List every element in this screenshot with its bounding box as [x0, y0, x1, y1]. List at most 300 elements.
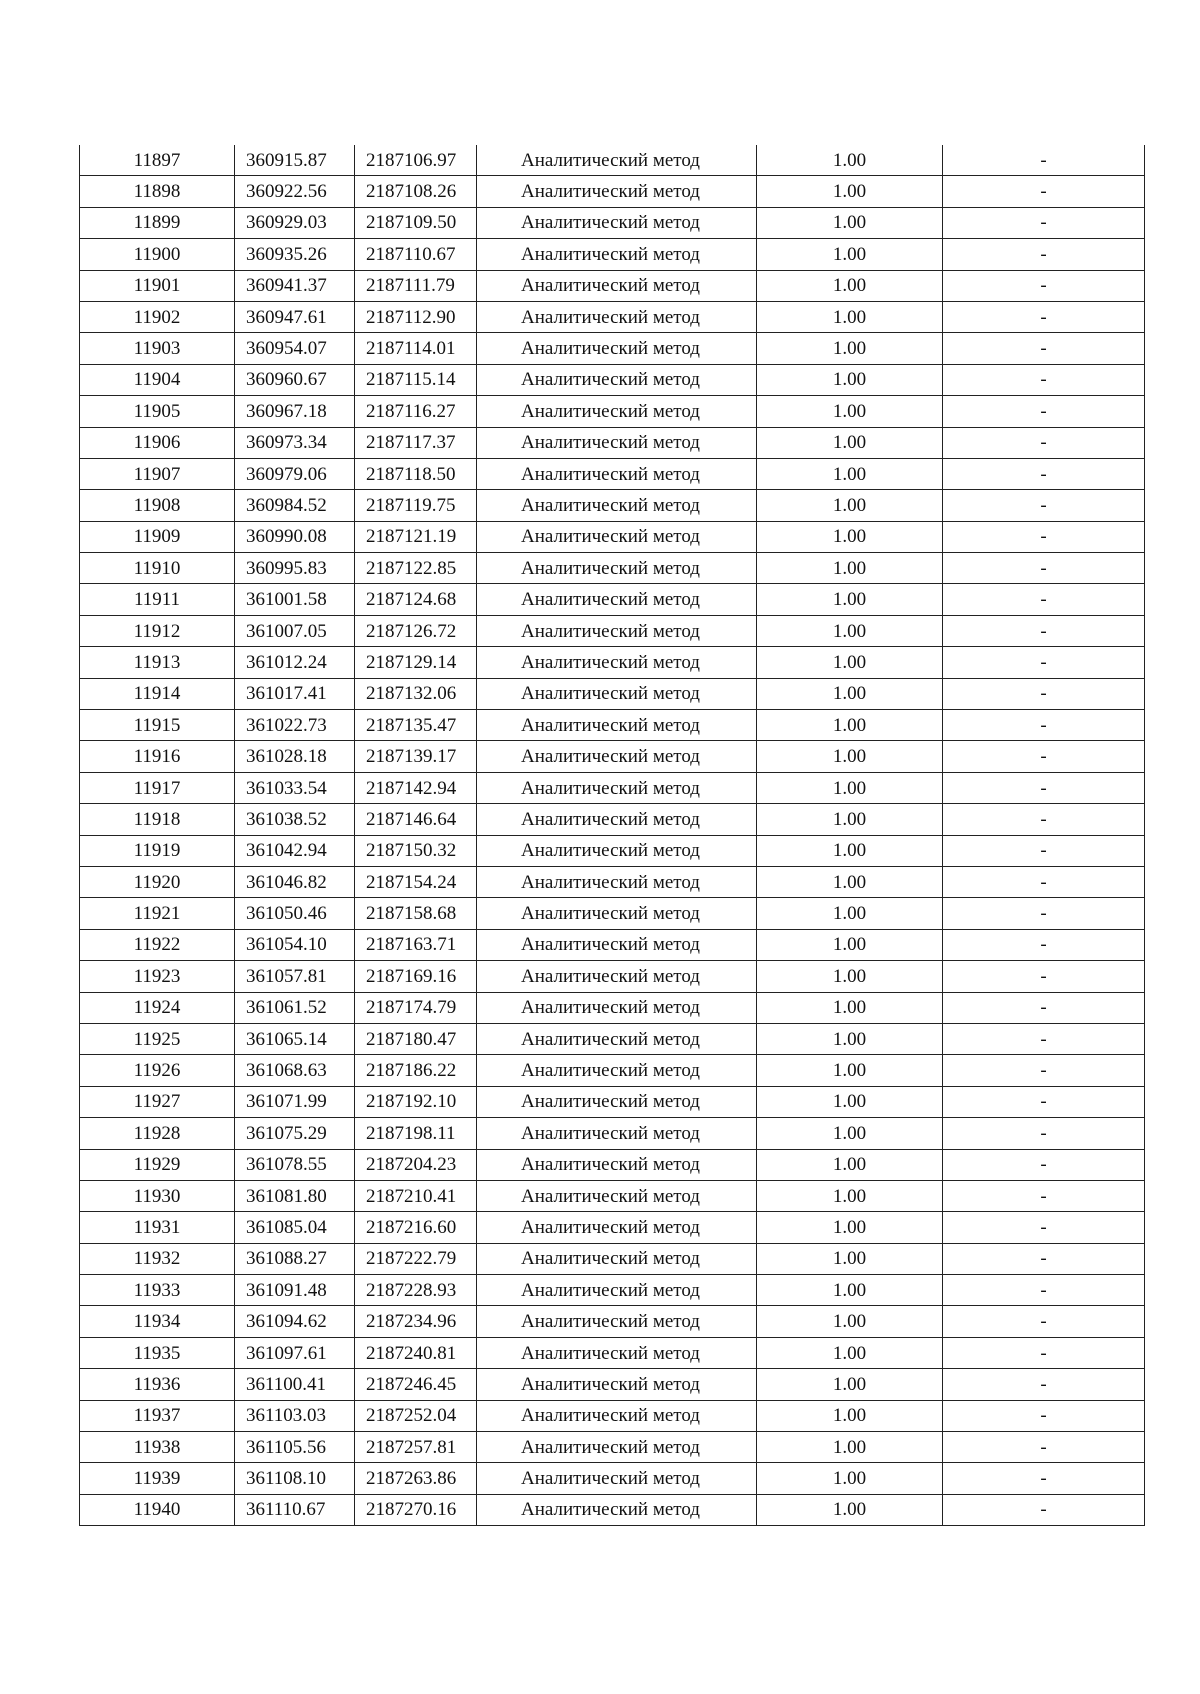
description-cell: -	[943, 270, 1145, 301]
method-cell: Аналитический метод	[477, 1369, 757, 1400]
accuracy-cell: 1.00	[757, 490, 943, 521]
description-cell: -	[943, 992, 1145, 1023]
table-row	[80, 176, 1145, 207]
point-number-cell: 11920	[80, 866, 235, 897]
point-number-cell: 11940	[80, 1494, 235, 1525]
table-row	[80, 270, 1145, 301]
method-cell: Аналитический метод	[477, 364, 757, 395]
accuracy-cell: 1.00	[757, 835, 943, 866]
x-coordinate-cell: 361078.55	[235, 1149, 355, 1180]
method-cell: Аналитический метод	[477, 647, 757, 678]
table-row	[80, 396, 1145, 427]
x-coordinate-cell: 361022.73	[235, 710, 355, 741]
description-cell: -	[943, 741, 1145, 772]
method-cell: Аналитический метод	[477, 866, 757, 897]
table-row	[80, 615, 1145, 646]
table-row	[80, 898, 1145, 929]
description-cell: -	[943, 772, 1145, 803]
accuracy-cell: 1.00	[757, 1337, 943, 1368]
accuracy-cell: 1.00	[757, 1118, 943, 1149]
y-coordinate-cell: 2187234.96	[355, 1306, 477, 1337]
table-row	[80, 521, 1145, 552]
description-cell: -	[943, 710, 1145, 741]
y-coordinate-cell: 2187240.81	[355, 1337, 477, 1368]
y-coordinate-cell: 2187119.75	[355, 490, 477, 521]
accuracy-cell: 1.00	[757, 772, 943, 803]
point-number-cell: 11906	[80, 427, 235, 458]
y-coordinate-cell: 2187117.37	[355, 427, 477, 458]
y-coordinate-cell: 2187121.19	[355, 521, 477, 552]
point-number-cell: 11913	[80, 647, 235, 678]
description-cell: -	[943, 1212, 1145, 1243]
x-coordinate-cell: 361105.56	[235, 1432, 355, 1463]
description-cell: -	[943, 615, 1145, 646]
table-row	[80, 301, 1145, 332]
description-cell: -	[943, 1337, 1145, 1368]
table-row	[80, 1463, 1145, 1494]
method-cell: Аналитический метод	[477, 1149, 757, 1180]
point-number-cell: 11912	[80, 615, 235, 646]
y-coordinate-cell: 2187169.16	[355, 961, 477, 992]
description-cell: -	[943, 490, 1145, 521]
method-cell: Аналитический метод	[477, 458, 757, 489]
description-cell: -	[943, 1180, 1145, 1211]
x-coordinate-cell: 361050.46	[235, 898, 355, 929]
table-row	[80, 772, 1145, 803]
accuracy-cell: 1.00	[757, 239, 943, 270]
x-coordinate-cell: 361103.03	[235, 1400, 355, 1431]
accuracy-cell: 1.00	[757, 1180, 943, 1211]
accuracy-cell: 1.00	[757, 615, 943, 646]
description-cell: -	[943, 1055, 1145, 1086]
point-number-cell: 11929	[80, 1149, 235, 1180]
y-coordinate-cell: 2187186.22	[355, 1055, 477, 1086]
coordinates-table	[79, 145, 1145, 1526]
description-cell: -	[943, 1463, 1145, 1494]
description-cell: -	[943, 1149, 1145, 1180]
accuracy-cell: 1.00	[757, 1023, 943, 1054]
table-row	[80, 835, 1145, 866]
method-cell: Аналитический метод	[477, 490, 757, 521]
y-coordinate-cell: 2187118.50	[355, 458, 477, 489]
accuracy-cell: 1.00	[757, 1275, 943, 1306]
point-number-cell: 11901	[80, 270, 235, 301]
point-number-cell: 11915	[80, 710, 235, 741]
table-row	[80, 1400, 1145, 1431]
table-row	[80, 1212, 1145, 1243]
y-coordinate-cell: 2187216.60	[355, 1212, 477, 1243]
point-number-cell: 11936	[80, 1369, 235, 1400]
table-row	[80, 1369, 1145, 1400]
accuracy-cell: 1.00	[757, 270, 943, 301]
table-row	[80, 1306, 1145, 1337]
description-cell: -	[943, 1400, 1145, 1431]
y-coordinate-cell: 2187192.10	[355, 1086, 477, 1117]
method-cell: Аналитический метод	[477, 396, 757, 427]
table-row	[80, 1432, 1145, 1463]
accuracy-cell: 1.00	[757, 1432, 943, 1463]
x-coordinate-cell: 361088.27	[235, 1243, 355, 1274]
point-number-cell: 11922	[80, 929, 235, 960]
y-coordinate-cell: 2187135.47	[355, 710, 477, 741]
table-row	[80, 427, 1145, 458]
method-cell: Аналитический метод	[477, 207, 757, 238]
table-row	[80, 239, 1145, 270]
y-coordinate-cell: 2187252.04	[355, 1400, 477, 1431]
table-row	[80, 1023, 1145, 1054]
description-cell: -	[943, 1023, 1145, 1054]
y-coordinate-cell: 2187163.71	[355, 929, 477, 960]
x-coordinate-cell: 360935.26	[235, 239, 355, 270]
table-row	[80, 1118, 1145, 1149]
y-coordinate-cell: 2187180.47	[355, 1023, 477, 1054]
x-coordinate-cell: 360973.34	[235, 427, 355, 458]
accuracy-cell: 1.00	[757, 929, 943, 960]
accuracy-cell: 1.00	[757, 804, 943, 835]
description-cell: -	[943, 835, 1145, 866]
accuracy-cell: 1.00	[757, 1212, 943, 1243]
y-coordinate-cell: 2187116.27	[355, 396, 477, 427]
accuracy-cell: 1.00	[757, 1055, 943, 1086]
method-cell: Аналитический метод	[477, 710, 757, 741]
point-number-cell: 11926	[80, 1055, 235, 1086]
method-cell: Аналитический метод	[477, 1275, 757, 1306]
point-number-cell: 11902	[80, 301, 235, 332]
y-coordinate-cell: 2187111.79	[355, 270, 477, 301]
description-cell: -	[943, 333, 1145, 364]
table-row	[80, 584, 1145, 615]
description-cell: -	[943, 1432, 1145, 1463]
point-number-cell: 11935	[80, 1337, 235, 1368]
table-row	[80, 741, 1145, 772]
point-number-cell: 11904	[80, 364, 235, 395]
y-coordinate-cell: 2187124.68	[355, 584, 477, 615]
y-coordinate-cell: 2187126.72	[355, 615, 477, 646]
point-number-cell: 11900	[80, 239, 235, 270]
accuracy-cell: 1.00	[757, 396, 943, 427]
point-number-cell: 11932	[80, 1243, 235, 1274]
x-coordinate-cell: 360995.83	[235, 553, 355, 584]
y-coordinate-cell: 2187204.23	[355, 1149, 477, 1180]
y-coordinate-cell: 2187106.97	[355, 145, 477, 176]
x-coordinate-cell: 361075.29	[235, 1118, 355, 1149]
y-coordinate-cell: 2187222.79	[355, 1243, 477, 1274]
point-number-cell: 11928	[80, 1118, 235, 1149]
x-coordinate-cell: 361097.61	[235, 1337, 355, 1368]
description-cell: -	[943, 866, 1145, 897]
y-coordinate-cell: 2187158.68	[355, 898, 477, 929]
description-cell: -	[943, 239, 1145, 270]
method-cell: Аналитический метод	[477, 584, 757, 615]
table-row	[80, 992, 1145, 1023]
table-row	[80, 1494, 1145, 1525]
point-number-cell: 11898	[80, 176, 235, 207]
x-coordinate-cell: 361038.52	[235, 804, 355, 835]
table-row	[80, 207, 1145, 238]
y-coordinate-cell: 2187112.90	[355, 301, 477, 332]
x-coordinate-cell: 360990.08	[235, 521, 355, 552]
method-cell: Аналитический метод	[477, 835, 757, 866]
description-cell: -	[943, 301, 1145, 332]
point-number-cell: 11907	[80, 458, 235, 489]
method-cell: Аналитический метод	[477, 176, 757, 207]
accuracy-cell: 1.00	[757, 1400, 943, 1431]
method-cell: Аналитический метод	[477, 1432, 757, 1463]
x-coordinate-cell: 361108.10	[235, 1463, 355, 1494]
point-number-cell: 11930	[80, 1180, 235, 1211]
x-coordinate-cell: 361042.94	[235, 835, 355, 866]
x-coordinate-cell: 361061.52	[235, 992, 355, 1023]
y-coordinate-cell: 2187198.11	[355, 1118, 477, 1149]
method-cell: Аналитический метод	[477, 772, 757, 803]
x-coordinate-cell: 360941.37	[235, 270, 355, 301]
y-coordinate-cell: 2187139.17	[355, 741, 477, 772]
table-row	[80, 1180, 1145, 1211]
description-cell: -	[943, 647, 1145, 678]
point-number-cell: 11911	[80, 584, 235, 615]
method-cell: Аналитический метод	[477, 678, 757, 709]
y-coordinate-cell: 2187210.41	[355, 1180, 477, 1211]
point-number-cell: 11903	[80, 333, 235, 364]
point-number-cell: 11933	[80, 1275, 235, 1306]
x-coordinate-cell: 360922.56	[235, 176, 355, 207]
point-number-cell: 11918	[80, 804, 235, 835]
point-number-cell: 11914	[80, 678, 235, 709]
description-cell: -	[943, 396, 1145, 427]
method-cell: Аналитический метод	[477, 521, 757, 552]
accuracy-cell: 1.00	[757, 741, 943, 772]
x-coordinate-cell: 361065.14	[235, 1023, 355, 1054]
table-row	[80, 333, 1145, 364]
point-number-cell: 11910	[80, 553, 235, 584]
accuracy-cell: 1.00	[757, 584, 943, 615]
x-coordinate-cell: 360960.67	[235, 364, 355, 395]
method-cell: Аналитический метод	[477, 239, 757, 270]
description-cell: -	[943, 804, 1145, 835]
y-coordinate-cell: 2187122.85	[355, 553, 477, 584]
x-coordinate-cell: 361085.04	[235, 1212, 355, 1243]
x-coordinate-cell: 360929.03	[235, 207, 355, 238]
point-number-cell: 11925	[80, 1023, 235, 1054]
y-coordinate-cell: 2187132.06	[355, 678, 477, 709]
table-row	[80, 961, 1145, 992]
method-cell: Аналитический метод	[477, 992, 757, 1023]
method-cell: Аналитический метод	[477, 1243, 757, 1274]
accuracy-cell: 1.00	[757, 678, 943, 709]
method-cell: Аналитический метод	[477, 1023, 757, 1054]
accuracy-cell: 1.00	[757, 145, 943, 176]
point-number-cell: 11916	[80, 741, 235, 772]
table-row	[80, 647, 1145, 678]
method-cell: Аналитический метод	[477, 961, 757, 992]
accuracy-cell: 1.00	[757, 458, 943, 489]
x-coordinate-cell: 361046.82	[235, 866, 355, 897]
accuracy-cell: 1.00	[757, 1369, 943, 1400]
description-cell: -	[943, 427, 1145, 458]
table-row	[80, 804, 1145, 835]
point-number-cell: 11939	[80, 1463, 235, 1494]
point-number-cell: 11938	[80, 1432, 235, 1463]
x-coordinate-cell: 361094.62	[235, 1306, 355, 1337]
x-coordinate-cell: 361071.99	[235, 1086, 355, 1117]
table-row	[80, 1086, 1145, 1117]
table-row	[80, 710, 1145, 741]
table-row	[80, 1243, 1145, 1274]
method-cell: Аналитический метод	[477, 553, 757, 584]
method-cell: Аналитический метод	[477, 929, 757, 960]
description-cell: -	[943, 1243, 1145, 1274]
accuracy-cell: 1.00	[757, 898, 943, 929]
description-cell: -	[943, 1369, 1145, 1400]
x-coordinate-cell: 361054.10	[235, 929, 355, 960]
x-coordinate-cell: 361110.67	[235, 1494, 355, 1525]
description-cell: -	[943, 678, 1145, 709]
point-number-cell: 11927	[80, 1086, 235, 1117]
description-cell: -	[943, 207, 1145, 238]
y-coordinate-cell: 2187142.94	[355, 772, 477, 803]
table-row	[80, 1055, 1145, 1086]
accuracy-cell: 1.00	[757, 553, 943, 584]
method-cell: Аналитический метод	[477, 1055, 757, 1086]
accuracy-cell: 1.00	[757, 301, 943, 332]
description-cell: -	[943, 1306, 1145, 1337]
x-coordinate-cell: 360915.87	[235, 145, 355, 176]
accuracy-cell: 1.00	[757, 961, 943, 992]
x-coordinate-cell: 361033.54	[235, 772, 355, 803]
method-cell: Аналитический метод	[477, 1337, 757, 1368]
x-coordinate-cell: 360967.18	[235, 396, 355, 427]
y-coordinate-cell: 2187109.50	[355, 207, 477, 238]
accuracy-cell: 1.00	[757, 1086, 943, 1117]
method-cell: Аналитический метод	[477, 1086, 757, 1117]
table-row	[80, 145, 1145, 176]
x-coordinate-cell: 361057.81	[235, 961, 355, 992]
y-coordinate-cell: 2187154.24	[355, 866, 477, 897]
y-coordinate-cell: 2187146.64	[355, 804, 477, 835]
accuracy-cell: 1.00	[757, 176, 943, 207]
accuracy-cell: 1.00	[757, 1494, 943, 1525]
y-coordinate-cell: 2187257.81	[355, 1432, 477, 1463]
point-number-cell: 11899	[80, 207, 235, 238]
method-cell: Аналитический метод	[477, 427, 757, 458]
point-number-cell: 11917	[80, 772, 235, 803]
description-cell: -	[943, 1118, 1145, 1149]
method-cell: Аналитический метод	[477, 804, 757, 835]
x-coordinate-cell: 360954.07	[235, 333, 355, 364]
x-coordinate-cell: 361017.41	[235, 678, 355, 709]
method-cell: Аналитический метод	[477, 145, 757, 176]
method-cell: Аналитический метод	[477, 741, 757, 772]
description-cell: -	[943, 1086, 1145, 1117]
method-cell: Аналитический метод	[477, 1463, 757, 1494]
table-row	[80, 866, 1145, 897]
point-number-cell: 11937	[80, 1400, 235, 1431]
y-coordinate-cell: 2187115.14	[355, 364, 477, 395]
point-number-cell: 11924	[80, 992, 235, 1023]
accuracy-cell: 1.00	[757, 1149, 943, 1180]
accuracy-cell: 1.00	[757, 1243, 943, 1274]
method-cell: Аналитический метод	[477, 1118, 757, 1149]
point-number-cell: 11923	[80, 961, 235, 992]
y-coordinate-cell: 2187263.86	[355, 1463, 477, 1494]
y-coordinate-cell: 2187150.32	[355, 835, 477, 866]
method-cell: Аналитический метод	[477, 333, 757, 364]
accuracy-cell: 1.00	[757, 992, 943, 1023]
description-cell: -	[943, 553, 1145, 584]
table-row	[80, 553, 1145, 584]
accuracy-cell: 1.00	[757, 364, 943, 395]
x-coordinate-cell: 361068.63	[235, 1055, 355, 1086]
method-cell: Аналитический метод	[477, 898, 757, 929]
description-cell: -	[943, 458, 1145, 489]
x-coordinate-cell: 361081.80	[235, 1180, 355, 1211]
x-coordinate-cell: 361012.24	[235, 647, 355, 678]
method-cell: Аналитический метод	[477, 615, 757, 646]
point-number-cell: 11908	[80, 490, 235, 521]
description-cell: -	[943, 1494, 1145, 1525]
x-coordinate-cell: 360984.52	[235, 490, 355, 521]
y-coordinate-cell: 2187108.26	[355, 176, 477, 207]
method-cell: Аналитический метод	[477, 1400, 757, 1431]
x-coordinate-cell: 361091.48	[235, 1275, 355, 1306]
accuracy-cell: 1.00	[757, 427, 943, 458]
accuracy-cell: 1.00	[757, 710, 943, 741]
description-cell: -	[943, 898, 1145, 929]
method-cell: Аналитический метод	[477, 270, 757, 301]
y-coordinate-cell: 2187270.16	[355, 1494, 477, 1525]
point-number-cell: 11905	[80, 396, 235, 427]
y-coordinate-cell: 2187228.93	[355, 1275, 477, 1306]
description-cell: -	[943, 521, 1145, 552]
x-coordinate-cell: 360979.06	[235, 458, 355, 489]
method-cell: Аналитический метод	[477, 1212, 757, 1243]
description-cell: -	[943, 584, 1145, 615]
description-cell: -	[943, 145, 1145, 176]
x-coordinate-cell: 361028.18	[235, 741, 355, 772]
y-coordinate-cell: 2187114.01	[355, 333, 477, 364]
description-cell: -	[943, 364, 1145, 395]
description-cell: -	[943, 176, 1145, 207]
coordinates-table-body	[80, 145, 1145, 1526]
point-number-cell: 11921	[80, 898, 235, 929]
point-number-cell: 11919	[80, 835, 235, 866]
table-row	[80, 929, 1145, 960]
description-cell: -	[943, 1275, 1145, 1306]
accuracy-cell: 1.00	[757, 1463, 943, 1494]
point-number-cell: 11931	[80, 1212, 235, 1243]
y-coordinate-cell: 2187129.14	[355, 647, 477, 678]
table-row	[80, 364, 1145, 395]
x-coordinate-cell: 361001.58	[235, 584, 355, 615]
description-cell: -	[943, 929, 1145, 960]
table-row	[80, 678, 1145, 709]
y-coordinate-cell: 2187246.45	[355, 1369, 477, 1400]
table-row	[80, 1275, 1145, 1306]
point-number-cell: 11897	[80, 145, 235, 176]
y-coordinate-cell: 2187110.67	[355, 239, 477, 270]
accuracy-cell: 1.00	[757, 333, 943, 364]
point-number-cell: 11909	[80, 521, 235, 552]
table-row	[80, 490, 1145, 521]
description-cell: -	[943, 961, 1145, 992]
y-coordinate-cell: 2187174.79	[355, 992, 477, 1023]
method-cell: Аналитический метод	[477, 301, 757, 332]
point-number-cell: 11934	[80, 1306, 235, 1337]
accuracy-cell: 1.00	[757, 521, 943, 552]
x-coordinate-cell: 361100.41	[235, 1369, 355, 1400]
table-row	[80, 1149, 1145, 1180]
table-row	[80, 1337, 1145, 1368]
